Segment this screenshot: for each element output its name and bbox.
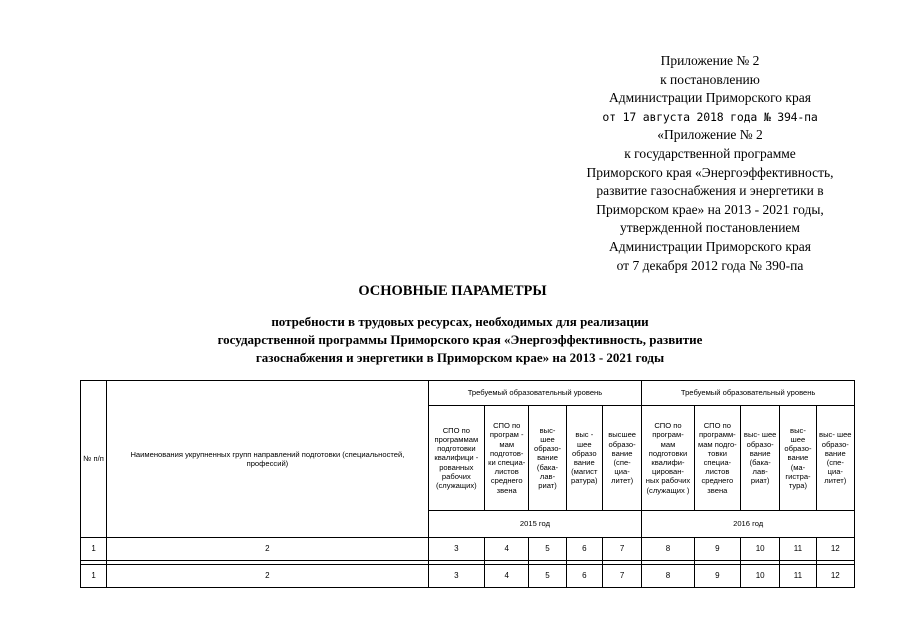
appendix-line: утвержденной постановлением — [620, 220, 800, 236]
table-cell: 12 — [816, 538, 854, 561]
level-header-cell: выс- шее образо- вание (спе- циа- литет) — [816, 406, 854, 511]
level-header-cell: СПО по программам подготовки квалифици - рованных рабочих (служащих) — [428, 406, 484, 511]
appendix-line: Администрации Приморского края — [609, 238, 811, 254]
document-title: ОСНОВНЫЕ ПАРАМЕТРЫ — [358, 283, 547, 299]
table-cell: 11 — [780, 538, 816, 561]
level-header-cell: выс- шее образо- вание (ма- гистра- тура) — [780, 406, 816, 511]
table-cell: 2 — [107, 538, 428, 561]
appendix-line: Приморского края «Энергоэффективность, — [586, 164, 834, 180]
table-cell: 11 — [780, 565, 816, 588]
table-cell: 1 — [81, 538, 107, 561]
level-header-cell: выс- шее образо- вание (бака- лав- риат) — [529, 406, 566, 511]
table-cell: 7 — [602, 565, 641, 588]
table-cell: 5 — [529, 565, 566, 588]
level-header-cell: выс- шее образо- вание (бака- лав- риат) — [741, 406, 780, 511]
header-level-2015: Требуемый образовательный уровень — [428, 381, 642, 406]
table-cell: 8 — [642, 565, 694, 588]
table-cell: 5 — [529, 538, 566, 561]
table-cell: 3 — [428, 565, 484, 588]
appendix-line: развитие газоснабжения и энергетики в — [596, 183, 824, 199]
document-subtitle — [180, 313, 740, 367]
table-cell: 10 — [741, 565, 780, 588]
header-level-2016: Требуемый образовательный уровень — [642, 381, 855, 406]
header-direction-name: Наименования укрупненных групп направлений подготовки (специальностей, профессий) — [107, 381, 428, 538]
appendix-line: Приложение № 2 — [660, 53, 760, 68]
subtitle-line: потребности в трудовых ресурсах, необходимых для реализации — [271, 314, 649, 329]
table-cell: 9 — [694, 565, 740, 588]
appendix-line: Приморском крае» на 2013 - 2021 годы, — [596, 201, 824, 217]
subtitle-line: газоснабжения и энергетики в Приморском крае» на 2013 - 2021 годы — [255, 350, 665, 365]
level-header-cell: высшее образо- вание (спе- циа- литет) — [602, 406, 641, 511]
year-header-2016: 2016 год — [642, 511, 855, 538]
level-header-cell: СПО по програм- мам подготовки квалифи- цирован- ных рабочих (служащих ) — [642, 406, 694, 511]
appendix-stamp-line: от 17 августа 2018 года № 394-па — [602, 109, 818, 124]
table-cell: 8 — [642, 538, 694, 561]
table-cell: 12 — [816, 565, 854, 588]
appendix-line: к государственной программе — [624, 145, 796, 161]
table-cell: 6 — [566, 538, 602, 561]
table-cell: 4 — [485, 538, 529, 561]
table-cell: 3 — [428, 538, 484, 561]
table-cell: 6 — [566, 565, 602, 588]
appendix-block — [560, 52, 860, 275]
table-cell: 1 — [81, 565, 107, 588]
header-number: № п/п — [81, 381, 107, 538]
table-cell: 4 — [485, 565, 529, 588]
appendix-line: к постановлению — [660, 71, 760, 87]
parameters-table — [80, 380, 855, 588]
table-cell: 10 — [741, 538, 780, 561]
level-header-cell: выс - шее образо вание (магист ратура) — [566, 406, 602, 511]
level-header-cell: СПО по программ- мам подго- товки специа- листов среднего звена — [694, 406, 740, 511]
table-row — [81, 538, 855, 561]
appendix-line: Администрации Приморского края — [609, 90, 811, 106]
level-header-cell: СПО по програм - мам подготов- ки специа- листов среднего звена — [485, 406, 529, 511]
table-row — [81, 565, 855, 588]
appendix-line: от 7 декабря 2012 года № 390-па — [616, 257, 804, 273]
table-cell: 9 — [694, 538, 740, 561]
appendix-line: «Приложение № 2 — [657, 127, 763, 143]
table-cell: 7 — [602, 538, 641, 561]
subtitle-line: государственной программы Приморского края «Энергоэффективность, развитие — [217, 332, 703, 347]
table-cell: 2 — [107, 565, 428, 588]
year-header-2015: 2015 год — [428, 511, 642, 538]
